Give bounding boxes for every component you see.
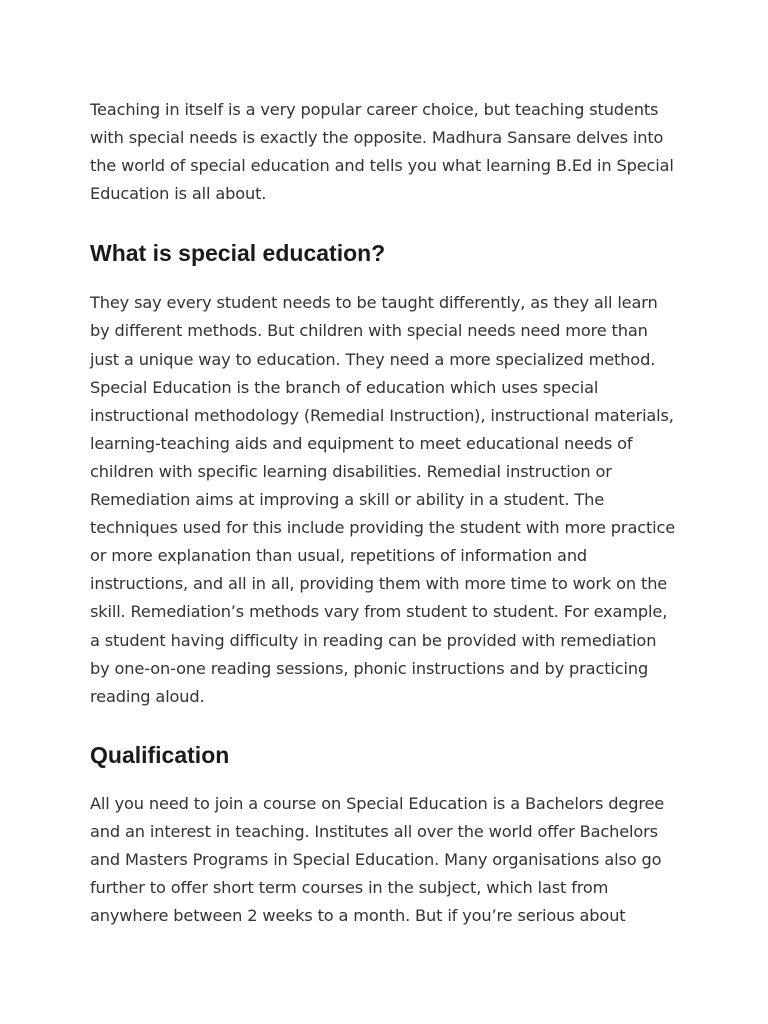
section-body-special-education: They say every student needs to be taught differently, as they all learn by different methods. But children with special needs need more than just a unique way to education. They need a more specialized method. Special Education is the branch of education which uses special instructional methodology (Remedial Instruction), instructional materials, learning-teaching aids and equipment to meet educational needs of children with specific learning disabilities. Remedial instruction or Remediation aims at improving a skill or ability in a student. The techniques used for this include providing the student with more practice or more explanation than usual, repetitions of information and instructions, and all in all, providing them with more time to work on the skill. Remediation’s methods vary from student to student. For example, a student having difficulty in reading can be provided with remediation by one-on-one reading sessions, phonic instructions and by practicing reading aloud. bbox=[90, 293, 676, 706]
section-heading-qualification: Qualification bbox=[90, 741, 230, 768]
section-body-qualification: All you need to join a course on Special Education is a Bachelors degree and an interest in teaching. Institutes all over the world offer Bachelors and Masters Programs in Special Education. Many organisations also go further to offer short term courses in the subject, which last from anywhere between 2 weeks to a month. But if you’re serious about bbox=[90, 793, 665, 926]
intro-paragraph: Teaching in itself is a very popular career choice, but teaching students with special needs is exactly the opposite. Madhura Sansare delves into the world of special education and tells you what learning B.Ed in Special Education is all about. bbox=[90, 100, 674, 204]
section-heading-special-education: What is special education? bbox=[90, 240, 386, 267]
